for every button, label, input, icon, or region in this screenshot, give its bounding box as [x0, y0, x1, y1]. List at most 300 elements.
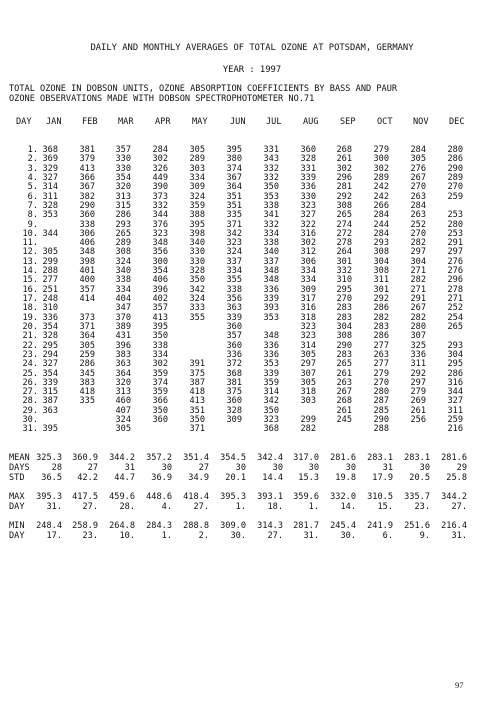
- ozone-value-cell: 376: [152, 219, 168, 230]
- ozone-value-cell: 356: [152, 247, 168, 258]
- stat-row: [0, 473, 504, 483]
- stat-value: 17.9: [372, 473, 393, 483]
- ozone-value-cell: 296: [336, 172, 352, 183]
- ozone-value-cell: 342: [263, 396, 279, 407]
- ozone-value-cell: 336: [42, 312, 58, 323]
- ozone-value-cell: 348: [263, 275, 279, 286]
- stat-label: DAY: [9, 531, 25, 541]
- day-number: 30.: [22, 415, 38, 426]
- ozone-value-cell: 337: [226, 256, 242, 267]
- ozone-value-cell: 308: [336, 331, 352, 342]
- ozone-value-cell: 373: [152, 191, 168, 202]
- ozone-value-cell: 357: [115, 145, 131, 155]
- ozone-value-cell: 299: [42, 256, 58, 267]
- ozone-value-cell: 348: [79, 247, 95, 258]
- ozone-value-cell: 323: [152, 228, 168, 239]
- ozone-value-cell: 363: [115, 359, 131, 370]
- ozone-value-cell: 272: [336, 228, 352, 239]
- ozone-value-cell: 242: [373, 182, 389, 193]
- ozone-value-cell: 281: [336, 182, 352, 193]
- stat-value: 1.: [235, 502, 246, 512]
- ozone-value-cell: 348: [263, 266, 279, 277]
- stat-value: 241.9: [367, 521, 393, 531]
- stat-value: 20.1: [225, 473, 246, 483]
- ozone-value-cell: 398: [79, 256, 95, 267]
- ozone-value-cell: 304: [336, 321, 352, 332]
- day-number: 31.: [22, 424, 38, 435]
- ozone-value-cell: 336: [226, 349, 242, 360]
- stat-value: 30: [161, 463, 172, 473]
- ozone-value-cell: 374: [226, 163, 242, 174]
- ozone-value-cell: 290: [373, 415, 389, 426]
- stat-value: 30.: [340, 531, 356, 541]
- ozone-value-cell: 311: [410, 359, 426, 370]
- day-number: 25.: [22, 368, 38, 379]
- ozone-value-cell: 364: [226, 182, 242, 193]
- ozone-value-cell: 332: [263, 163, 279, 174]
- stat-value: 31.: [303, 531, 319, 541]
- day-number: 24.: [22, 359, 38, 370]
- ozone-value-cell: 314: [300, 340, 316, 351]
- ozone-value-cell: 370: [115, 312, 131, 323]
- ozone-value-cell: 263: [373, 349, 389, 360]
- ozone-value-cell: 414: [79, 294, 95, 304]
- day-number: 28.: [22, 396, 38, 407]
- ozone-value-cell: 269: [410, 396, 426, 407]
- stat-value: 418.4: [183, 492, 209, 502]
- ozone-value-cell: 351: [226, 200, 242, 211]
- ozone-value-cell: 324: [226, 247, 242, 258]
- ozone-value-cell: 338: [263, 200, 279, 211]
- ozone-value-cell: 366: [79, 172, 95, 183]
- ozone-value-cell: 308: [115, 247, 131, 258]
- ozone-value-cell: 395: [152, 321, 168, 332]
- ozone-value-cell: 413: [189, 396, 205, 407]
- month-header: JUN: [230, 117, 246, 127]
- ozone-value-cell: 259: [447, 415, 463, 426]
- ozone-value-cell: 330: [189, 256, 205, 267]
- ozone-value-cell: 302: [152, 154, 168, 165]
- ozone-value-cell: 304: [410, 256, 426, 267]
- ozone-value-cell: 284: [373, 210, 389, 221]
- ozone-value-cell: 308: [373, 266, 389, 277]
- ozone-value-cell: 282: [373, 312, 389, 323]
- day-number: 8.: [27, 210, 38, 221]
- stat-row: [0, 463, 504, 473]
- stat-value: 288.8: [183, 521, 209, 531]
- ozone-value-cell: 325: [410, 340, 426, 351]
- ozone-value-cell: 286: [115, 210, 131, 221]
- ozone-value-cell: 265: [115, 228, 131, 239]
- ozone-value-cell: 334: [263, 228, 279, 239]
- ozone-value-cell: 311: [373, 275, 389, 286]
- month-header: SEP: [340, 117, 356, 127]
- table-header-row: [0, 118, 504, 130]
- stat-value: 28: [51, 463, 62, 473]
- ozone-value-cell: 334: [300, 275, 316, 286]
- ozone-value-cell: 254: [447, 312, 463, 323]
- ozone-value-cell: 338: [115, 275, 131, 286]
- ozone-value-cell: 216: [447, 424, 463, 435]
- ozone-value-cell: 323: [300, 200, 316, 211]
- stat-value: 284.3: [146, 521, 172, 531]
- stat-label: STD: [9, 473, 25, 483]
- ozone-value-cell: 288: [373, 424, 389, 435]
- ozone-value-cell: 305: [300, 349, 316, 360]
- day-number: 22.: [22, 340, 38, 351]
- ozone-value-cell: 340: [189, 238, 205, 249]
- stat-value: 1.: [161, 531, 172, 541]
- ozone-value-cell: 278: [447, 284, 463, 295]
- ozone-value-cell: 280: [410, 321, 426, 332]
- ozone-value-cell: 354: [42, 368, 58, 379]
- ozone-value-cell: 332: [263, 172, 279, 183]
- ozone-value-cell: 338: [152, 340, 168, 351]
- stat-value: 30: [272, 463, 283, 473]
- ozone-value-cell: 335: [226, 210, 242, 221]
- stat-value: 251.6: [404, 521, 430, 531]
- stat-value: 325.3: [36, 453, 62, 463]
- month-column: [396, 146, 426, 435]
- ozone-value-cell: 418: [189, 387, 205, 398]
- ozone-value-cell: 248: [42, 294, 58, 304]
- ozone-value-cell: 348: [152, 238, 168, 249]
- ozone-value-cell: 305: [410, 154, 426, 165]
- ozone-value-cell: 266: [373, 200, 389, 211]
- month-column: [322, 146, 352, 435]
- ozone-value-cell: 354: [152, 266, 168, 277]
- ozone-value-cell: 264: [336, 247, 352, 258]
- ozone-value-cell: 353: [263, 191, 279, 202]
- ozone-value-cell: 313: [115, 387, 131, 398]
- ozone-value-cell: 253: [447, 210, 463, 221]
- ozone-value-cell: 360: [226, 396, 242, 407]
- ozone-value-cell: 292: [336, 191, 352, 202]
- stat-value: 20.5: [409, 473, 430, 483]
- month-column: [101, 146, 131, 435]
- ozone-value-cell: 309: [300, 284, 316, 295]
- ozone-value-cell: 302: [152, 359, 168, 370]
- day-number: 16.: [22, 284, 38, 295]
- ozone-value-cell: 296: [447, 275, 463, 286]
- ozone-value-cell: 333: [189, 303, 205, 314]
- ozone-value-cell: 320: [115, 182, 131, 193]
- ozone-value-cell: 283: [336, 312, 352, 323]
- ozone-value-cell: 270: [410, 182, 426, 193]
- ozone-value-cell: 285: [373, 405, 389, 416]
- ozone-value-cell: 330: [115, 163, 131, 174]
- stat-value: 31.: [451, 531, 467, 541]
- ozone-value-cell: 316: [447, 377, 463, 388]
- ozone-value-cell: 276: [447, 266, 463, 277]
- ozone-value-cell: 279: [373, 368, 389, 379]
- ozone-value-cell: 337: [263, 256, 279, 267]
- ozone-value-cell: 338: [79, 219, 95, 230]
- ozone-value-cell: 336: [410, 349, 426, 360]
- ozone-value-cell: 323: [226, 238, 242, 249]
- stat-value: 283.1: [404, 453, 430, 463]
- ozone-value-cell: 309: [189, 182, 205, 193]
- stat-value: 14.: [340, 502, 356, 512]
- ozone-value-cell: 334: [226, 266, 242, 277]
- ozone-value-cell: 383: [79, 377, 95, 388]
- ozone-value-cell: 334: [300, 266, 316, 277]
- ozone-value-cell: 286: [79, 359, 95, 370]
- stat-value: 360.9: [72, 453, 98, 463]
- ozone-value-cell: 316: [300, 228, 316, 239]
- ozone-value-cell: 276: [447, 256, 463, 267]
- day-number: 26.: [22, 377, 38, 388]
- ozone-value-cell: 314: [263, 387, 279, 398]
- ozone-value-cell: 270: [336, 294, 352, 304]
- ozone-value-cell: 305: [42, 247, 58, 258]
- day-number: 6.: [27, 191, 38, 202]
- ozone-value-cell: 283: [336, 303, 352, 314]
- stat-value: 317.0: [293, 453, 319, 463]
- ozone-value-cell: [212, 425, 242, 434]
- ozone-value-cell: 282: [410, 238, 426, 249]
- stat-value: 19.8: [335, 473, 356, 483]
- ozone-value-cell: 350: [263, 405, 279, 416]
- ozone-value-cell: 357: [226, 331, 242, 342]
- ozone-value-cell: 267: [410, 172, 426, 183]
- ozone-value-cell: 292: [410, 368, 426, 379]
- day-number: 29.: [22, 405, 38, 416]
- ozone-value-cell: 359: [152, 387, 168, 398]
- ozone-value-cell: 401: [79, 266, 95, 277]
- month-header: FEB: [82, 117, 98, 127]
- ozone-value-cell: 367: [79, 182, 95, 193]
- ozone-value-cell: 271: [447, 294, 463, 304]
- ozone-value-cell: 368: [226, 368, 242, 379]
- ozone-value-cell: 353: [263, 359, 279, 370]
- stat-value: 344.2: [441, 492, 467, 502]
- ozone-value-cell: 332: [336, 266, 352, 277]
- ozone-value-cell: 251: [42, 284, 58, 295]
- ozone-value-cell: 284: [373, 228, 389, 239]
- ozone-value-cell: 304: [373, 256, 389, 267]
- ozone-value-cell: 307: [410, 331, 426, 342]
- stat-value: 30: [345, 463, 356, 473]
- month-column: [65, 146, 95, 435]
- ozone-value-cell: 381: [226, 377, 242, 388]
- ozone-value-cell: 323: [263, 415, 279, 426]
- day-number: 20.: [22, 321, 38, 332]
- ozone-value-cell: 302: [336, 163, 352, 174]
- ozone-value-cell: 360: [152, 415, 168, 426]
- ozone-value-cell: 301: [336, 256, 352, 267]
- stat-value: 42.2: [77, 473, 98, 483]
- ozone-value-cell: 400: [79, 275, 95, 286]
- ozone-value-cell: 350: [263, 182, 279, 193]
- ozone-value-cell: 279: [410, 387, 426, 398]
- ozone-value-cell: 368: [42, 145, 58, 155]
- ozone-value-cell: 353: [42, 210, 58, 221]
- day-number: 18.: [22, 303, 38, 314]
- ozone-value-cell: 271: [410, 284, 426, 295]
- ozone-value-cell: 301: [373, 284, 389, 295]
- ozone-value-cell: 259: [79, 349, 95, 360]
- ozone-value-cell: 395: [189, 219, 205, 230]
- stat-value: 15.3: [298, 473, 319, 483]
- stat-value: 23.: [82, 531, 98, 541]
- stat-value: 27.: [82, 502, 98, 512]
- ozone-value-cell: 431: [115, 331, 131, 342]
- ozone-value-cell: 344: [152, 210, 168, 221]
- ozone-value-cell: 290: [79, 200, 95, 211]
- stat-value: 27.: [451, 502, 467, 512]
- ozone-value-cell: 323: [300, 321, 316, 332]
- ozone-value-cell: 263: [410, 191, 426, 202]
- year-label: YEAR : 1997: [222, 65, 282, 75]
- stat-value: 28.: [119, 502, 135, 512]
- ozone-value-cell: 261: [410, 405, 426, 416]
- ozone-value-cell: 289: [115, 238, 131, 249]
- ozone-value-cell: 379: [79, 154, 95, 165]
- ozone-value-cell: 312: [300, 247, 316, 258]
- ozone-value-cell: 336: [263, 340, 279, 351]
- stat-value: 30: [235, 463, 246, 473]
- stat-value: 310.5: [367, 492, 393, 502]
- ozone-value-cell: 242: [373, 191, 389, 202]
- ozone-value-cell: 359: [189, 200, 205, 211]
- stat-value: 281.6: [441, 453, 467, 463]
- ozone-value-cell: 338: [263, 238, 279, 249]
- ozone-value-cell: 299: [300, 415, 316, 426]
- stat-value: 354.5: [220, 453, 246, 463]
- ozone-value-cell: 259: [447, 191, 463, 202]
- ozone-value-cell: 360: [226, 340, 242, 351]
- month-column: [212, 146, 242, 435]
- ozone-value-cell: 277: [373, 340, 389, 351]
- ozone-value-cell: 329: [42, 163, 58, 174]
- ozone-value-cell: 322: [300, 219, 316, 230]
- ozone-value-cell: 340: [115, 266, 131, 277]
- ozone-value-cell: 318: [300, 387, 316, 398]
- ozone-value-cell: 283: [373, 321, 389, 332]
- ozone-value-cell: 324: [189, 191, 205, 202]
- ozone-value-cell: 375: [226, 387, 242, 398]
- stat-label: DAYS: [9, 463, 30, 473]
- ozone-value-cell: 343: [263, 154, 279, 165]
- ozone-value-cell: 261: [336, 368, 352, 379]
- ozone-value-cell: 387: [42, 396, 58, 407]
- day-number: 2.: [27, 154, 38, 165]
- stat-value: 459.6: [109, 492, 135, 502]
- ozone-value-cell: 350: [189, 275, 205, 286]
- ozone-value-cell: 305: [115, 424, 131, 435]
- ozone-value-cell: 327: [42, 359, 58, 370]
- month-header: JUL: [266, 117, 282, 127]
- ozone-value-cell: 308: [373, 247, 389, 258]
- ozone-value-cell: 345: [79, 368, 95, 379]
- stat-value: 10.: [119, 531, 135, 541]
- day-number: 3.: [27, 163, 38, 174]
- ozone-value-cell: 308: [336, 200, 352, 211]
- ozone-value-cell: 284: [152, 145, 168, 155]
- ozone-value-cell: 371: [226, 219, 242, 230]
- ozone-value-cell: 318: [300, 312, 316, 323]
- ozone-value-cell: 326: [152, 163, 168, 174]
- ozone-value-cell: 324: [189, 294, 205, 304]
- ozone-value-cell: 344: [42, 228, 58, 239]
- stat-row: [0, 453, 504, 463]
- ozone-value-cell: 460: [115, 396, 131, 407]
- ozone-value-cell: 295: [42, 340, 58, 351]
- ozone-value-cell: 356: [226, 294, 242, 304]
- ozone-value-cell: 334: [152, 349, 168, 360]
- ozone-value-cell: 261: [336, 405, 352, 416]
- ozone-value-cell: 306: [79, 228, 95, 239]
- ozone-value-cell: 284: [410, 200, 426, 211]
- stat-value: 395.3: [36, 492, 62, 502]
- day-number: 7.: [27, 200, 38, 211]
- ozone-value-cell: 344: [447, 387, 463, 398]
- ozone-value-cell: 270: [410, 228, 426, 239]
- ozone-value-cell: 407: [115, 405, 131, 416]
- ozone-value-cell: 396: [152, 284, 168, 295]
- ozone-value-cell: 354: [115, 172, 131, 183]
- stat-value: 14.4: [262, 473, 283, 483]
- ozone-value-cell: 327: [300, 210, 316, 221]
- month-column: [286, 146, 316, 435]
- ozone-value-cell: 302: [300, 238, 316, 249]
- month-header: MAY: [192, 117, 208, 127]
- ozone-value-cell: 283: [336, 349, 352, 360]
- stat-value: 351.4: [183, 453, 209, 463]
- ozone-value-cell: 286: [447, 368, 463, 379]
- ozone-value-cell: 286: [373, 303, 389, 314]
- ozone-value-cell: 353: [263, 312, 279, 323]
- day-number: 5.: [27, 182, 38, 193]
- ozone-value-cell: 270: [447, 182, 463, 193]
- ozone-value-cell: 366: [152, 396, 168, 407]
- ozone-value-cell: 263: [336, 377, 352, 388]
- ozone-value-cell: 418: [79, 387, 95, 398]
- ozone-value-cell: [322, 425, 352, 434]
- ozone-value-cell: 252: [410, 219, 426, 230]
- stat-value: 31.: [46, 502, 62, 512]
- ozone-value-cell: 293: [447, 340, 463, 351]
- ozone-value-cell: 271: [410, 266, 426, 277]
- ozone-value-cell: 286: [447, 154, 463, 165]
- stat-value: 309.0: [220, 521, 246, 531]
- ozone-value-cell: 348: [263, 331, 279, 342]
- stat-value: 30.: [230, 531, 246, 541]
- ozone-value-cell: 332: [263, 219, 279, 230]
- ozone-value-cell: 355: [189, 312, 205, 323]
- ozone-value-cell: 256: [410, 415, 426, 426]
- ozone-value-cell: 334: [189, 172, 205, 183]
- day-number: 12.: [22, 247, 38, 258]
- stat-value: 342.4: [257, 453, 283, 463]
- ozone-value-cell: 413: [79, 163, 95, 174]
- stat-row: [0, 531, 504, 541]
- ozone-value-cell: 328: [226, 405, 242, 416]
- stat-value: 27: [87, 463, 98, 473]
- ozone-value-cell: 311: [42, 191, 58, 202]
- ozone-value-cell: 314: [42, 182, 58, 193]
- instrument-note: OZONE OBSERVATIONS MADE WITH DOBSON SPECTROPHOTOMETER NO.71: [9, 94, 315, 104]
- ozone-value-cell: 336: [263, 284, 279, 295]
- ozone-value-cell: 265: [336, 359, 352, 370]
- ozone-value-cell: 310: [42, 303, 58, 314]
- ozone-value-cell: 294: [42, 349, 58, 360]
- ozone-value-cell: 341: [263, 210, 279, 221]
- ozone-value-cell: 373: [79, 312, 95, 323]
- ozone-value-cell: 351: [189, 405, 205, 416]
- month-column: [138, 146, 168, 435]
